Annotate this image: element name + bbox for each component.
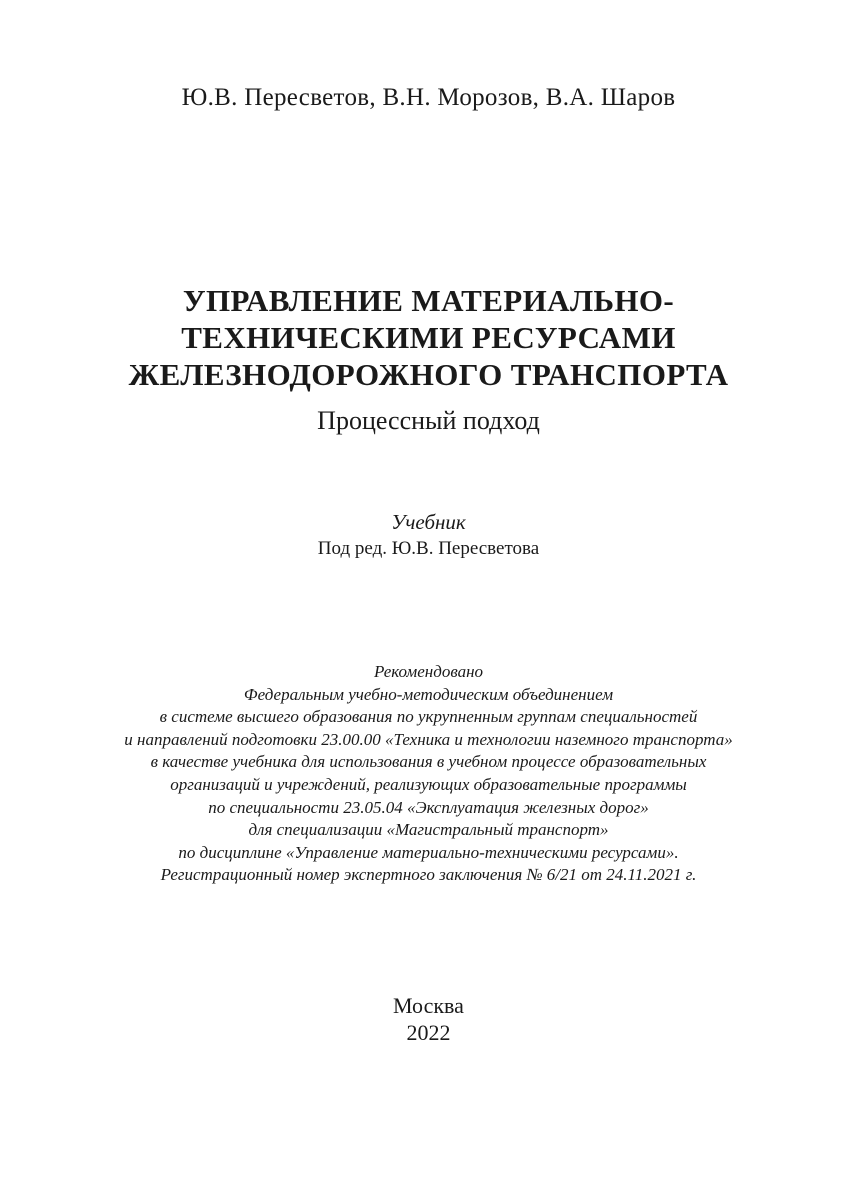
imprint-city: Москва: [393, 993, 464, 1018]
title-line-3: ЖЕЛЕЗНОДОРОЖНОГО ТРАНСПОРТА: [128, 357, 729, 392]
editor-line: Под ред. Ю.В. Пересветова: [317, 538, 540, 559]
recommendation-line: по специальности 23.05.04 «Эксплуатация железных дорог»: [208, 797, 649, 817]
recommendation-line: Федеральным учебно-методическим объединением: [243, 684, 614, 704]
book-title: [0, 282, 857, 393]
book-type: Учебник: [391, 510, 466, 534]
recommendation-line: по дисциплине «Управление материально-техническими ресурсами».: [178, 842, 679, 862]
authors-line: Ю.В. Пересветов, В.Н. Морозов, В.А. Шаров: [181, 84, 676, 111]
recommendation-block: [0, 661, 857, 887]
recommendation-line: и направлений подготовки 23.00.00 «Техника и технологии наземного транспорта»: [124, 729, 733, 749]
book-subtitle: Процессный подход: [317, 406, 540, 435]
recommendation-line: Регистрационный номер экспертного заключения № 6/21 от 24.11.2021 г.: [160, 865, 697, 885]
recommendation-line: Рекомендовано: [373, 662, 484, 681]
title-line-1: УПРАВЛЕНИЕ МАТЕРИАЛЬНО-: [182, 283, 675, 318]
title-line-2: ТЕХНИЧЕСКИМИ РЕСУРСАМИ: [181, 320, 676, 355]
recommendation-line: для специализации «Магистральный транспорт»: [248, 820, 609, 840]
recommendation-line: в системе высшего образования по укрупненным группам специальностей: [159, 707, 698, 727]
recommendation-line: организаций и учреждений, реализующих образовательные программы: [170, 774, 687, 794]
imprint-year: 2022: [406, 1020, 451, 1045]
recommendation-line: в качестве учебника для использования в учебном процессе образовательных: [150, 752, 707, 772]
